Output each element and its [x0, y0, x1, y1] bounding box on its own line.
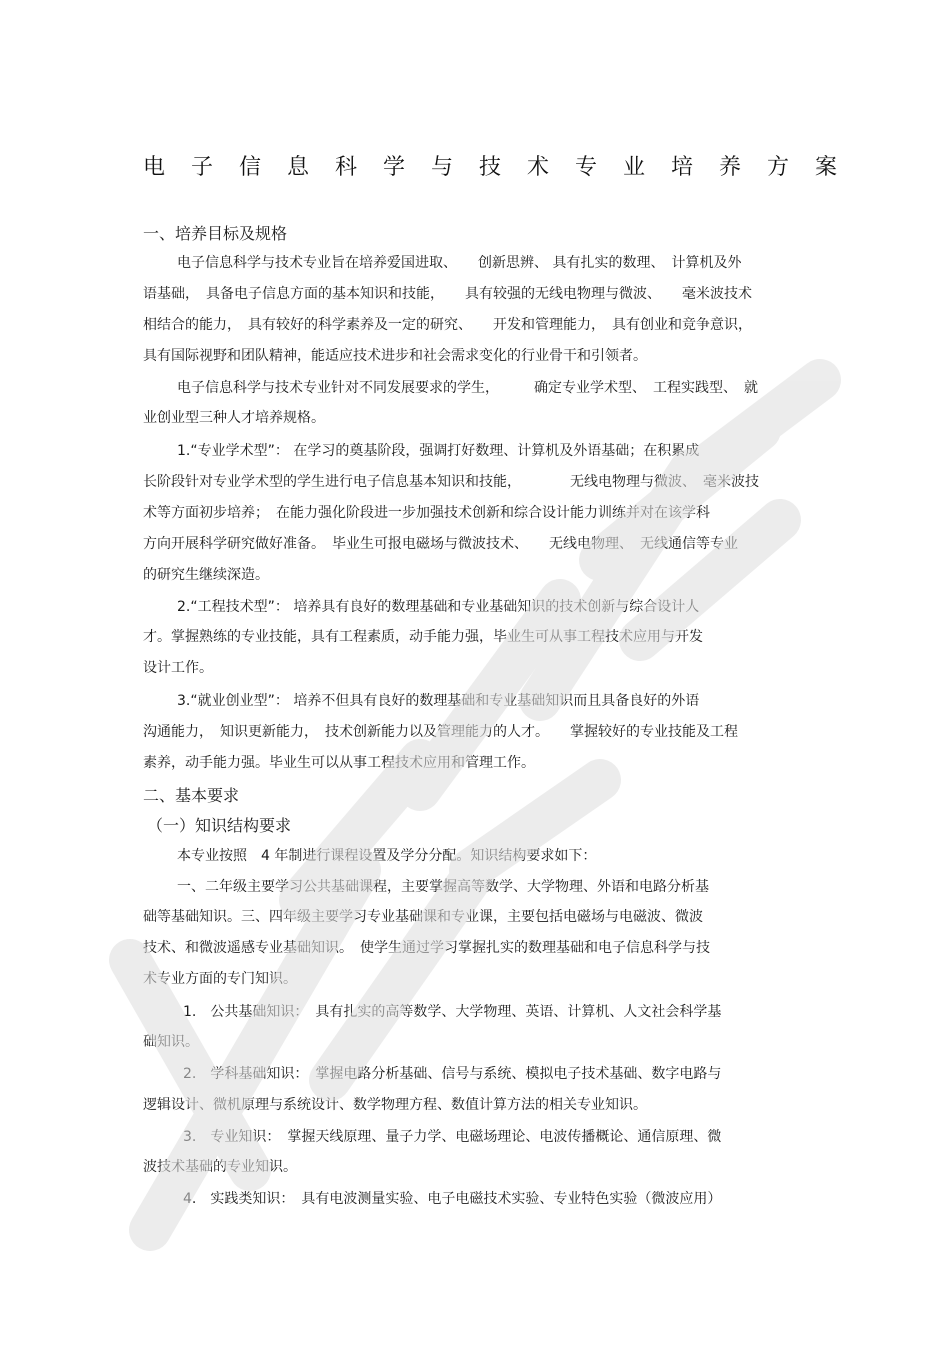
body-text-line: 础知识。 [143, 1034, 199, 1050]
body-text-line: 方向开展科学研究做好准备。 毕业生可报电磁场与微波技术、 无线电物理、 无线通信等专业 [143, 536, 738, 552]
body-text-line: 具有国际视野和团队精神，能适应技术进步和社会需求变化的行业骨干和引领者。 [143, 348, 647, 364]
body-text-line: 一、二年级主要学习公共基础课程，主要掌握高等数学、大学物理、外语和电路分析基 [177, 879, 709, 895]
body-text-line: 业创业型三种人才培养规格。 [143, 410, 325, 426]
body-text-line: 电子信息科学与技术专业旨在培养爱国进取、 创新思辨、 具有扎实的数理、 计算机及外 [177, 255, 742, 271]
body-text-line: 技术、和微波遥感专业基础知识。 使学生通过学习掌握扎实的数理基础和电子信息科学与技 [143, 940, 710, 956]
body-text-line: 3. 专业知识： 掌握天线原理、量子力学、电磁场理论、电波传播概论、通信原理、微 [183, 1129, 722, 1145]
body-text-line: 设计工作。 [143, 660, 213, 676]
body-text-line: 沟通能力， 知识更新能力， 技术创新能力以及管理能力的人才。 掌握较好的专业技能及工程 [143, 724, 738, 740]
body-text-line: 语基础， 具备电子信息方面的基本知识和技能， 具有较强的无线电物理与微波、 毫米波技术 [143, 286, 752, 302]
body-text-line: 础等基础知识。三、四年级主要学习专业基础课和专业课，主要包括电磁场与电磁波、微波 [143, 909, 703, 925]
body-text-line: 相结合的能力， 具有较好的科学素养及一定的研究、 开发和管理能力， 具有创业和竞争意识， [143, 317, 752, 333]
document-title: 电子信息科学与技术专业培养方案 [143, 155, 864, 180]
body-text-line: 2. 学科基础知识： 掌握电路分析基础、信号与系统、模拟电子技术基础、数字电路与 [183, 1066, 722, 1082]
body-text-line: 电子信息科学与技术专业针对不同发展要求的学生， 确定专业学术型、 工程实践型、 就 [177, 380, 758, 396]
body-text-line: 1. 公共基础知识： 具有扎实的高等数学、大学物理、英语、计算机、人文社会科学基 [183, 1004, 722, 1020]
body-text-line: 本专业按照 4 年制进行课程设置及学分分配。知识结构要求如下： [177, 848, 597, 864]
body-text-line: 素养，动手能力强。毕业生可以从事工程技术应用和管理工作。 [143, 755, 535, 771]
body-text-line: 4. 实践类知识： 具有电波测量实验、电子电磁技术实验、专业特色实验（微波应用） [183, 1191, 722, 1207]
body-text-line: 波技术基础的专业知识。 [143, 1159, 297, 1175]
body-text-line: 术等方面初步培养； 在能力强化阶段进一步加强技术创新和综合设计能力训练并对在该学科 [143, 505, 710, 521]
body-text-line: 长阶段针对专业学术型的学生进行电子信息基本知识和技能， 无线电物理与微波、 毫米波技 [143, 474, 759, 490]
body-text-line: 的研究生继续深造。 [143, 567, 269, 583]
body-text-line: 3.“就业创业型”： 培养不但具有良好的数理基础和专业基础知识而且具备良好的外语 [177, 693, 700, 709]
section-heading: 一、培养目标及规格 [143, 224, 288, 243]
section-heading: 二、基本要求 [143, 786, 240, 805]
body-text-line: 逻辑设计、微机原理与系统设计、数学物理方程、数值计算方法的相关专业知识。 [143, 1097, 647, 1113]
body-text-line: 2.“工程技术型”： 培养具有良好的数理基础和专业基础知识的技术创新与综合设计人 [177, 599, 700, 615]
body-text-line: 才。掌握熟练的专业技能，具有工程素质，动手能力强，毕业生可从事工程技术应用与开发 [143, 629, 703, 645]
body-text-line: 术专业方面的专门知识。 [143, 971, 297, 987]
section-heading: （一）知识结构要求 [147, 816, 292, 835]
body-text-line: 1.“专业学术型”： 在学习的奠基阶段，强调打好数理、计算机及外语基础；在积累成 [177, 443, 700, 459]
